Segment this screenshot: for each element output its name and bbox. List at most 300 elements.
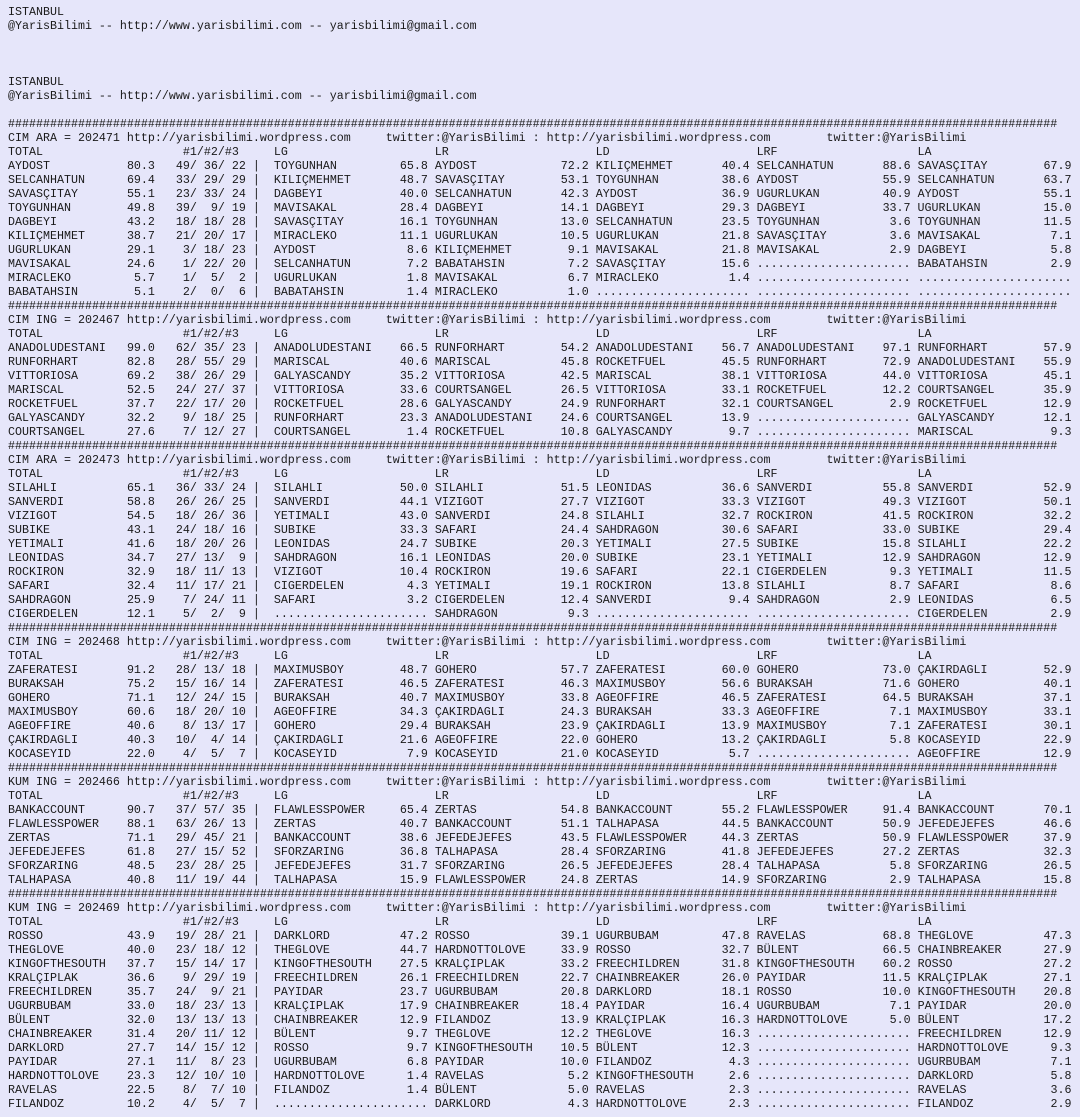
la-team-name: LEONIDAS [917, 593, 974, 607]
lg-value: 27.5 [399, 957, 428, 971]
lr-team-name: SILAHLI [434, 481, 484, 495]
lr-team-name: YETIMALI [434, 579, 491, 593]
lr-team-name: ZERTAS [434, 803, 477, 817]
lg-team-name: FLAWLESSPOWER [273, 803, 365, 817]
lrf-team-name: TOYGUNHAN [756, 215, 820, 229]
total-team-name: GOHERO [8, 691, 50, 705]
lrf-team-name: PAYIDAR [756, 971, 806, 985]
la-value: 12.9 [1043, 551, 1072, 565]
lrf-team-name: SUBIKE [756, 537, 799, 551]
lrf-team-name: ANADOLUDESTANI [756, 341, 855, 355]
column-header-ld: LD [595, 327, 610, 341]
lr-value: 45.8 [560, 355, 589, 369]
blank-line [8, 47, 1072, 61]
place-3-count: 36 [231, 509, 246, 523]
table-row: VIZIGOT 54.5 18/ 26/ 36 | YETIMALI 43.0 SANVERDI 24.8 SILAHLI 32.7 ROCKIRON 41.5 ROCKIRON 32.2 [8, 509, 1072, 523]
lrf-value: 66.5 [882, 943, 911, 957]
lg-team-name: SAHDRAGON [273, 551, 337, 565]
total-team-name: THEGLOVE [8, 943, 64, 957]
place-3-count: 20 [231, 257, 246, 271]
table-row: YETIMALI 41.6 18/ 20/ 26 | LEONIDAS 24.7 SUBIKE 20.3 YETIMALI 27.5 SUBIKE 15.8 SILAHLI 22.2 [8, 537, 1072, 551]
column-header-places: #1/#2/#3 [182, 789, 239, 803]
lg-team-name: THEGLOVE [273, 943, 330, 957]
place-3-count: 17 [231, 229, 246, 243]
place-1-count: 24 [175, 383, 190, 397]
total-team-name: YETIMALI [8, 537, 64, 551]
place-2-count: 23 [203, 999, 218, 1013]
ld-value: 2.3 [728, 1083, 750, 1097]
la-team-name: AYDOST [917, 187, 960, 201]
la-team-name: SAHDRAGON [917, 551, 981, 565]
place-1-count: 11 [175, 873, 190, 887]
lg-value: 38.6 [399, 831, 428, 845]
total-score: 69.2 [126, 369, 155, 383]
blank-line [8, 33, 1072, 47]
lrf-value: 2.9 [889, 243, 911, 257]
lr-team-name: ROCKIRON [434, 565, 491, 579]
place-1-count: 23 [175, 859, 190, 873]
place-1-count: 2 [182, 285, 190, 299]
lg-team-name: AYDOST [273, 243, 316, 257]
place-1-count: 12 [175, 1069, 190, 1083]
lg-team-name: HARDNOTTOLOVE [273, 1069, 365, 1083]
lr-value: 39.1 [560, 929, 589, 943]
total-score: 71.1 [126, 691, 155, 705]
lrf-value: 97.1 [882, 341, 911, 355]
lg-value: 40.0 [399, 187, 428, 201]
place-3-count: 22 [231, 159, 246, 173]
ld-team-name: MIRACLEKO [595, 271, 659, 285]
la-team-name: TALHAPASA [917, 873, 981, 887]
total-team-name: COURTSANGEL [8, 425, 85, 439]
lrf-team-name: SAHDRAGON [756, 593, 820, 607]
place-1-count: 26 [175, 495, 190, 509]
table-row: ANADOLUDESTANI 99.0 62/ 35/ 23 | ANADOLUDESTANI 66.5 RUNFORHART 54.2 ANADOLUDESTANI 56.7 ANADOLUDESTANI 97.1 RUNFORHART 57.9 [8, 341, 1072, 355]
column-header-lr: LR [434, 915, 449, 929]
place-1-count: 18 [175, 537, 190, 551]
ld-value: 55.2 [721, 803, 750, 817]
la-value: 33.1 [1043, 705, 1072, 719]
table-row: PAYIDAR 27.1 11/ 8/ 23 | UGURBUBAM 6.8 PAYIDAR 10.0 FILANDOZ 4.3 ...................... UGURBUBAM 7.1 [8, 1055, 1072, 1069]
ld-team-name: BURAKSAH [595, 705, 652, 719]
lrf-value: 15.8 [882, 537, 911, 551]
lrf-empty-cell: ...................... [756, 1069, 911, 1083]
lr-value: 19.6 [560, 565, 589, 579]
lrf-team-name: DAGBEYI [756, 201, 806, 215]
place-1-count: 14 [175, 1041, 190, 1055]
total-score: 80.3 [126, 159, 155, 173]
lg-team-name: ROCKETFUEL [273, 397, 344, 411]
ld-value: 16.4 [721, 999, 750, 1013]
column-header-total: TOTAL [8, 145, 43, 159]
section-title-text: CIM ARA = 202473 [8, 453, 120, 467]
column-header-lg: LG [273, 789, 288, 803]
lr-team-name: SELCANHATUN [434, 187, 512, 201]
lg-value: 21.6 [399, 733, 428, 747]
blog-link[interactable]: http://yarisbilimi.wordpress.com [126, 901, 351, 915]
la-team-name: KOCASEYID [917, 733, 981, 747]
blog-link[interactable]: http://yarisbilimi.wordpress.com [546, 453, 771, 467]
place-1-count: 22 [175, 397, 190, 411]
lrf-team-name: VIZIGOT [756, 495, 806, 509]
lg-team-name: SELCANHATUN [273, 257, 351, 271]
la-value: 47.3 [1043, 929, 1072, 943]
lr-team-name: CHAINBREAKER [434, 999, 519, 1013]
place-2-count: 27 [203, 383, 218, 397]
ld-value: 41.8 [721, 845, 750, 859]
lg-value: 36.8 [399, 845, 428, 859]
lrf-value: 33.0 [882, 523, 911, 537]
lg-value: 65.4 [399, 803, 428, 817]
la-value: 46.6 [1043, 817, 1072, 831]
place-2-count: 24 [203, 691, 218, 705]
table-row: DARKLORD 27.7 14/ 15/ 12 | ROSSO 9.7 KINGOFTHESOUTH 10.5 BÜLENT 12.3 ...................... HARDNOTTOLOVE 9.3 [8, 1041, 1072, 1055]
lg-value: 26.1 [399, 971, 428, 985]
total-team-name: SUBIKE [8, 523, 50, 537]
lrf-value: 2.9 [889, 593, 911, 607]
total-score: 60.6 [126, 705, 155, 719]
lr-team-name: MAXIMUSBOY [434, 691, 505, 705]
lrf-value: 88.6 [882, 159, 911, 173]
place-1-count: 10 [175, 733, 190, 747]
total-score: 91.2 [126, 663, 155, 677]
column-header-la: LA [917, 915, 932, 929]
la-team-name: ÇAKIRDAGLI [917, 663, 988, 677]
twitter-handle: twitter:@YarisBilimi [826, 635, 967, 649]
lr-team-name: KRALÇIPLAK [434, 957, 505, 971]
table-row: JEFEDEJEFES 61.8 27/ 15/ 52 | SFORZARING 36.8 TALHAPASA 28.4 SFORZARING 41.8 JEFEDEJEFES 27.2 ZERTAS 32.3 [8, 845, 1072, 859]
lg-value: 12.9 [399, 1013, 428, 1027]
la-empty-cell: ...................... [917, 271, 1072, 285]
lr-team-name: BABATAHSIN [434, 257, 505, 271]
lr-team-name: COURTSANGEL [434, 383, 512, 397]
total-score: 69.4 [126, 173, 155, 187]
lg-team-name: UGURBUBAM [273, 1055, 337, 1069]
lg-value: 40.7 [399, 691, 428, 705]
ld-value: 21.8 [721, 229, 750, 243]
table-row: SFORZARING 48.5 23/ 28/ 25 | JEFEDEJEFES 31.7 SFORZARING 26.5 JEFEDEJEFES 28.4 TALHAPASA 5.8 SFORZARING 26.5 [8, 859, 1072, 873]
la-team-name: GOHERO [917, 677, 960, 691]
table-row: BURAKSAH 75.2 15/ 16/ 14 | ZAFERATESI 46.5 ZAFERATESI 46.3 MAXIMUSBOY 56.6 BURAKSAH 71.6 GOHERO 40.1 [8, 677, 1072, 691]
lrf-value: 9.3 [889, 565, 911, 579]
column-header-lrf: LRF [756, 789, 778, 803]
table-row: SAFARI 32.4 11/ 17/ 21 | CIGERDELEN 4.3 YETIMALI 19.1 ROCKIRON 13.8 SILAHLI 8.7 SAFARI 8.6 [8, 579, 1072, 593]
place-2-count: 10 [203, 1069, 218, 1083]
lg-value: 1.4 [406, 285, 428, 299]
lg-value: 65.8 [399, 159, 428, 173]
lg-team-name: MAVISAKAL [273, 201, 337, 215]
blog-link[interactable]: http://yarisbilimi.wordpress.com [546, 313, 771, 327]
lrf-value: 2.9 [889, 873, 911, 887]
total-score: 90.7 [126, 803, 155, 817]
table-row: GALYASCANDY 32.2 9/ 18/ 25 | RUNFORHART 23.3 ANADOLUDESTANI 24.6 COURTSANGEL 13.9 ...................... GALYASCANDY 12.1 [8, 411, 1072, 425]
table-row: SAVASÇITAY 55.1 23/ 33/ 24 | DAGBEYI 40.0 SELCANHATUN 42.3 AYDOST 36.9 UGURLUKAN 40.9 AYDOST 55.1 [8, 187, 1072, 201]
section-title [8, 131, 1072, 145]
ld-team-name: KRALÇIPLAK [595, 1013, 666, 1027]
place-2-count: 29 [203, 173, 218, 187]
lrf-empty-cell: ...................... [756, 1083, 911, 1097]
lg-value: 35.2 [399, 369, 428, 383]
la-value: 15.8 [1043, 873, 1072, 887]
place-1-count: 15 [175, 957, 190, 971]
ld-team-name: ZERTAS [595, 873, 638, 887]
section-title [8, 775, 1072, 789]
ld-value: 60.0 [721, 663, 750, 677]
total-team-name: FREECHILDREN [8, 985, 92, 999]
total-team-name: AGEOFFIRE [8, 719, 71, 733]
table-row: SAHDRAGON 25.9 7/ 24/ 11 | SAFARI 3.2 CIGERDELEN 12.4 SANVERDI 9.4 SAHDRAGON 2.9 LEONIDAS 6.5 [8, 593, 1072, 607]
la-team-name: CIGERDELEN [917, 607, 988, 621]
place-1-count: 20 [175, 1027, 190, 1041]
place-2-count: 33 [203, 187, 218, 201]
lrf-empty-cell: ...................... [756, 271, 911, 285]
lr-value: 22.7 [560, 971, 589, 985]
place-2-count: 11 [203, 1027, 218, 1041]
ld-team-name: ANADOLUDESTANI [595, 341, 694, 355]
total-score: 12.1 [126, 607, 155, 621]
ld-value: 13.9 [721, 411, 750, 425]
lr-team-name: AGEOFFIRE [434, 733, 498, 747]
total-score: 27.6 [126, 425, 155, 439]
ld-empty-cell: ...................... [595, 285, 750, 299]
lrf-value: 12.2 [882, 383, 911, 397]
la-value: 55.9 [1043, 355, 1072, 369]
column-header-total: TOTAL [8, 467, 43, 481]
place-1-count: 11 [175, 579, 190, 593]
lg-team-name: VITTORIOSA [273, 383, 344, 397]
place-2-count: 11 [203, 565, 218, 579]
place-3-count: 7 [238, 1097, 246, 1111]
lr-value: 24.8 [560, 509, 589, 523]
ld-team-name: DARKLORD [595, 985, 652, 999]
table-row: GOHERO 71.1 12/ 24/ 15 | BURAKSAH 40.7 MAXIMUSBOY 33.8 AGEOFFIRE 46.5 ZAFERATESI 64.5 BURAKSAH 37.1 [8, 691, 1072, 705]
blog-link[interactable]: http://yarisbilimi.wordpress.com [126, 635, 351, 649]
place-3-count: 2 [238, 271, 246, 285]
total-score: 43.1 [126, 523, 155, 537]
lr-team-name: SAFARI [434, 523, 477, 537]
column-header-lg: LG [273, 915, 288, 929]
lr-value: 24.6 [560, 411, 589, 425]
la-value: 35.9 [1043, 383, 1072, 397]
lr-value: 28.4 [560, 845, 589, 859]
total-team-name: MAVISAKAL [8, 257, 71, 271]
lr-team-name: VIZIGOT [434, 495, 484, 509]
total-team-name: MARISCAL [8, 383, 64, 397]
place-2-count: 24 [203, 593, 218, 607]
lr-value: 1.0 [567, 285, 589, 299]
lrf-value: 41.5 [882, 509, 911, 523]
lg-value: 3.2 [406, 593, 428, 607]
place-1-count: 18 [175, 509, 190, 523]
la-team-name: DAGBEYI [917, 243, 967, 257]
place-3-count: 29 [231, 369, 246, 383]
ld-value: 16.3 [721, 1013, 750, 1027]
column-header-lg: LG [273, 467, 288, 481]
place-1-count: 9 [182, 971, 190, 985]
la-value: 17.2 [1043, 1013, 1072, 1027]
lg-team-name: YETIMALI [273, 509, 330, 523]
ld-team-name: MAXIMUSBOY [595, 677, 666, 691]
place-2-count: 20 [203, 229, 218, 243]
total-score: 24.6 [126, 257, 155, 271]
ld-team-name: KINGOFTHESOUTH [595, 1069, 694, 1083]
total-score: 58.8 [126, 495, 155, 509]
ld-team-name: AYDOST [595, 187, 638, 201]
lr-value: 72.2 [560, 159, 589, 173]
total-team-name: VITTORIOSA [8, 369, 78, 383]
total-score: 34.7 [126, 551, 155, 565]
blog-link[interactable]: http://yarisbilimi.wordpress.com [126, 313, 351, 327]
la-value: 7.1 [1050, 1055, 1072, 1069]
lr-team-name: UGURLUKAN [434, 229, 498, 243]
total-team-name: AYDOST [8, 159, 50, 173]
header-contact: @YarisBilimi -- http://www.yarisbilimi.com -- yarisbilimi@gmail.com [8, 19, 477, 33]
place-1-count: 49 [175, 159, 190, 173]
total-score: 27.1 [126, 1055, 155, 1069]
blog-link[interactable]: http://yarisbilimi.wordpress.com [546, 131, 771, 145]
total-score: 25.9 [126, 593, 155, 607]
total-team-name: ROSSO [8, 929, 43, 943]
column-header-lrf: LRF [756, 649, 778, 663]
blog-link[interactable]: http://yarisbilimi.wordpress.com [546, 901, 771, 915]
place-2-count: 22 [203, 257, 218, 271]
lrf-team-name: FLAWLESSPOWER [756, 803, 848, 817]
ld-empty-cell: ...................... [595, 607, 750, 621]
lg-value: 16.1 [399, 551, 428, 565]
total-team-name: RAVELAS [8, 1083, 57, 1097]
total-score: 54.5 [126, 509, 155, 523]
la-value: 27.1 [1043, 971, 1072, 985]
section-title-text: KUM ING = 202466 [8, 775, 120, 789]
la-team-name: HARDNOTTOLOVE [917, 1041, 1009, 1055]
table-row: SILAHLI 65.1 36/ 33/ 24 | SILAHLI 50.0 SILAHLI 51.5 LEONIDAS 36.6 SANVERDI 55.8 SANVERDI 52.9 [8, 481, 1072, 495]
total-score: 82.8 [126, 355, 155, 369]
place-2-count: 17 [203, 397, 218, 411]
twitter-handle: twitter:@YarisBilimi : [385, 775, 540, 789]
lg-team-name: KINGOFTHESOUTH [273, 957, 372, 971]
blog-link[interactable]: http://yarisbilimi.wordpress.com [126, 775, 351, 789]
lrf-team-name: ROCKIRON [756, 509, 813, 523]
ld-team-name: TOYGUNHAN [595, 173, 659, 187]
ld-value: 33.3 [721, 495, 750, 509]
place-2-count: 18 [203, 523, 218, 537]
ld-team-name: BÜLENT [595, 1041, 638, 1055]
lg-value: 33.6 [399, 383, 428, 397]
lrf-empty-cell: ...................... [756, 257, 911, 271]
table-row: FLAWLESSPOWER 88.1 63/ 26/ 13 | ZERTAS 40.7 BANKACCOUNT 51.1 TALHAPASA 44.5 BANKACCOUNT 50.9 JEFEDEJEFES 46.6 [8, 817, 1072, 831]
ld-team-name: COURTSANGEL [595, 411, 673, 425]
ld-team-name: ROCKIRON [595, 579, 652, 593]
ld-team-name: TALHAPASA [595, 817, 659, 831]
la-value: 70.1 [1043, 803, 1072, 817]
la-team-name: ANADOLUDESTANI [917, 355, 1016, 369]
total-score: 52.5 [126, 383, 155, 397]
lg-team-name: SILAHLI [273, 481, 323, 495]
blog-link[interactable]: http://yarisbilimi.wordpress.com [546, 775, 771, 789]
la-team-name: YETIMALI [917, 565, 974, 579]
total-team-name: SAFARI [8, 579, 50, 593]
lrf-team-name: SELCANHATUN [756, 159, 834, 173]
table-row: CHAINBREAKER 31.4 20/ 11/ 12 | BÜLENT 9.7 THEGLOVE 12.2 THEGLOVE 16.3 ...................... FREECHILDREN 12.9 [8, 1027, 1072, 1041]
separator-rule: ###################################################################################################################################################### [8, 887, 1058, 901]
lg-value: 40.6 [399, 355, 428, 369]
lrf-value: 60.2 [882, 957, 911, 971]
lg-value: 16.1 [399, 215, 428, 229]
lrf-value: 7.1 [889, 705, 911, 719]
lr-value: 10.5 [560, 1041, 589, 1055]
total-team-name: UGURLUKAN [8, 243, 71, 257]
lrf-team-name: ROSSO [756, 985, 792, 999]
lrf-team-name: GOHERO [756, 663, 799, 677]
column-header-la: LA [917, 467, 932, 481]
total-score: 10.2 [126, 1097, 155, 1111]
place-3-count: 26 [231, 537, 246, 551]
lg-team-name: FREECHILDREN [273, 971, 358, 985]
section-separator [8, 299, 1072, 313]
blog-link[interactable]: http://yarisbilimi.wordpress.com [546, 635, 771, 649]
la-team-name: SANVERDI [917, 481, 974, 495]
lg-team-name: BANKACCOUNT [273, 831, 351, 845]
section-separator [8, 621, 1072, 635]
total-score: 65.1 [126, 481, 155, 495]
column-header-lr: LR [434, 649, 449, 663]
lg-value: 46.5 [399, 677, 428, 691]
lg-value: 43.0 [399, 509, 428, 523]
place-1-count: 28 [175, 663, 190, 677]
total-score: 40.6 [126, 719, 155, 733]
twitter-handle: twitter:@YarisBilimi : [385, 453, 540, 467]
blog-link[interactable]: http://yarisbilimi.wordpress.com [126, 131, 351, 145]
place-2-count: 15 [203, 845, 218, 859]
lrf-value: 72.9 [882, 355, 911, 369]
blog-link[interactable]: http://yarisbilimi.wordpress.com [126, 453, 351, 467]
table-row: UGURLUKAN 29.1 3/ 18/ 23 | AYDOST 8.6 KILIÇMEHMET 9.1 MAVISAKAL 21.8 MAVISAKAL 2.9 DAGBEYI 5.8 [8, 243, 1072, 257]
lrf-team-name: SFORZARING [756, 873, 827, 887]
lr-team-name: ZAFERATESI [434, 677, 505, 691]
place-1-count: 11 [175, 1055, 190, 1069]
lg-team-name: DAGBEYI [273, 187, 323, 201]
la-value: 40.1 [1043, 677, 1072, 691]
lg-team-name: TALHAPASA [273, 873, 337, 887]
lrf-value: 5.8 [889, 733, 911, 747]
ld-value: 38.1 [721, 369, 750, 383]
table-row: HARDNOTTOLOVE 23.3 12/ 10/ 10 | HARDNOTTOLOVE 1.4 RAVELAS 5.2 KINGOFTHESOUTH 2.6 ...................... DARKLORD 5.8 [8, 1069, 1072, 1083]
total-team-name: GALYASCANDY [8, 411, 85, 425]
la-value: 3.6 [1050, 1083, 1072, 1097]
la-team-name: SILAHLI [917, 537, 967, 551]
ld-value: 2.6 [728, 1069, 750, 1083]
place-3-count: 15 [231, 691, 246, 705]
twitter-handle: twitter:@YarisBilimi [826, 775, 967, 789]
ld-value: 1.4 [728, 271, 750, 285]
lr-value: 5.0 [567, 1083, 589, 1097]
lg-value: 1.4 [406, 1069, 428, 1083]
ld-team-name: PAYIDAR [595, 999, 645, 1013]
lg-value: 48.7 [399, 663, 428, 677]
section-title [8, 313, 1072, 327]
la-value: 11.5 [1043, 215, 1072, 229]
lrf-team-name: SILAHLI [756, 579, 806, 593]
la-team-name: KRALÇIPLAK [917, 971, 988, 985]
lrf-value: 10.0 [882, 985, 911, 999]
ld-team-name: BANKACCOUNT [595, 803, 673, 817]
lr-team-name: THEGLOVE [434, 1027, 491, 1041]
la-value: 67.9 [1043, 159, 1072, 173]
lr-team-name: UGURBUBAM [434, 985, 498, 999]
table-row: BABATAHSIN 5.1 2/ 0/ 6 | BABATAHSIN 1.4 MIRACLEKO 1.0 ...................... ...................... ...................... [8, 285, 1072, 299]
la-team-name: MAXIMUSBOY [917, 705, 988, 719]
place-1-count: 4 [182, 1097, 190, 1111]
